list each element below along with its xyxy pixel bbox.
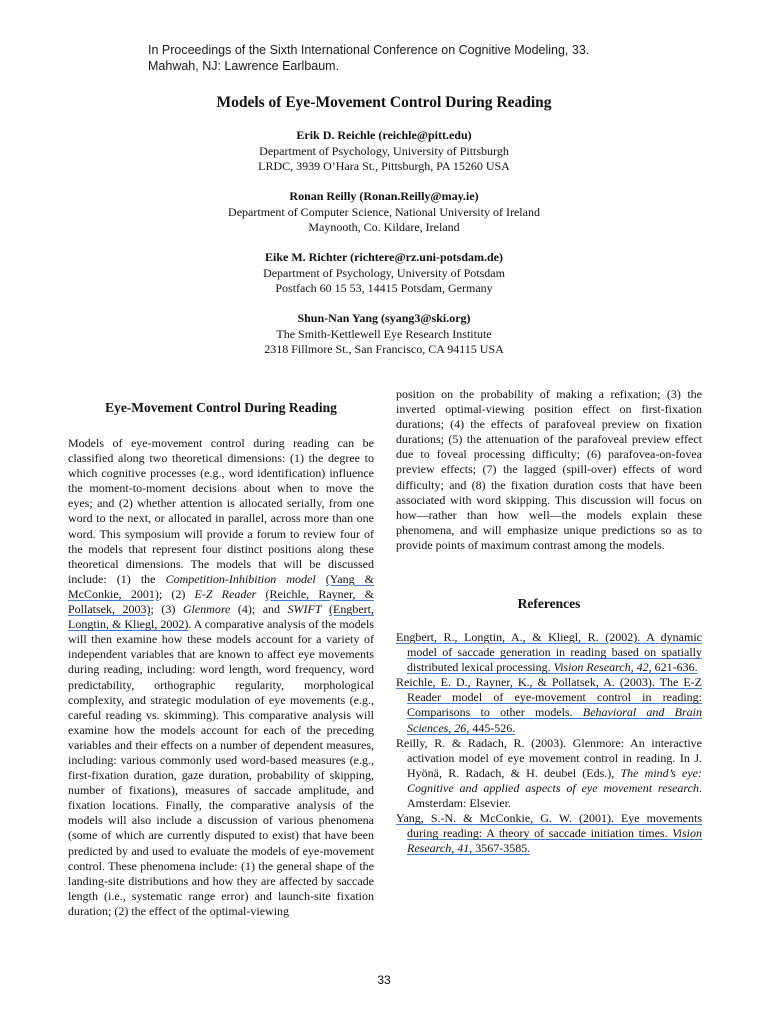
paper-title: Models of Eye-Movement Control During Reading xyxy=(216,94,552,111)
header-line-2: Mahwah, NJ: Lawrence Earlbaum. xyxy=(148,59,340,73)
reference-entry[interactable]: Reichle, E. D., Rayner, K., & Pollatsek, A. (2003). The E-Z Reader model of eye-movement control in reading: Comparisons to other models. Behavioral and Brain Sciences, 26, 445-526. xyxy=(396,675,702,735)
body-text: Models of eye-movement control during reading can be classified along two theoretical dimensions: (1) the degree to which cognitive processes (e.g., word identification) influence the moment-to-moment decisions about when to move the eyes; and (2) whether attention is allocated serially, from one word to the next, or allocated in parallel, across more than one word. This symposium will provide a forum to review four of the models that represent four distinct positions along these theoretical dimensions. The models that will be discussed include: (1) the xyxy=(68,436,374,586)
references-heading: References xyxy=(517,596,581,611)
model-name: E-Z Reader xyxy=(194,586,257,601)
body-text: ; (2) xyxy=(158,586,195,601)
model-name: Glenmore xyxy=(182,602,231,617)
body-text: . A comparative analysis of the models will then examine how these models account for a variety of independent variables that are known to affect eye movements during reading, including: word length, word frequency, word predictability, orthographic regularity, morphological complexity, and strategic modulation of eye movements (e.g., careful reading vs. skimming). This comparative analysis will examine how the models account for each of the preceding variables and their effects on a number of dependent measures, including: various commonly used word-based measures (e.g., first-fixation duration, gaze duration, probability of skipping, number of fixations), measures of saccade amplitude, and fixation locations. Finally, the comparative analysis of the models will also include a discussion of various phenomena (some of which are currently disputed to exist) that have been predicted by and used to evaluate the models of eye-movement control. These phenomena include: (1) the general shape of the landing-site distributions and how they are affected by saccade length (i.e., systematic range error) and launch-site fixation duration; (2) the effect of the optimal-viewing xyxy=(68,617,375,918)
references-list xyxy=(396,630,702,856)
author-name: Eike M. Richter (richtere@rz.uni-potsdam.de) xyxy=(264,250,503,264)
page-number: 33 xyxy=(377,973,391,987)
author-affiliation: The Smith-Kettlewell Eye Research Institute xyxy=(276,326,492,341)
author-block xyxy=(0,189,768,236)
model-name: Competition-Inhibition model xyxy=(165,571,316,586)
author-address: LRDC, 3939 O’Hara St., Pittsburgh, PA 15260 USA xyxy=(258,159,510,173)
proceedings-header xyxy=(148,42,589,74)
section-heading: Eye-Movement Control During Reading xyxy=(105,400,337,415)
author-block xyxy=(0,250,768,297)
author-affiliation: Department of Psychology, University of Pittsburgh xyxy=(259,143,509,158)
author-address: 2318 Fillmore St., San Francisco, CA 94115 USA xyxy=(264,342,504,356)
author-block xyxy=(0,311,768,358)
header-line-1: In Proceedings of the Sixth International Conference on Cognitive Modeling, 33. xyxy=(148,43,590,57)
author-name: Ronan Reilly (Ronan.Reilly@may.ie) xyxy=(289,189,479,203)
author-affiliation: Department of Computer Science, National University of Ireland xyxy=(228,204,540,219)
body-left-column xyxy=(68,436,374,919)
citation-link[interactable]: (Reichle, Rayner, & Pollatsek, 2003) xyxy=(68,586,374,617)
reference-entry[interactable]: Engbert, R., Longtin, A., & Kliegl, R. (2002). A dynamic model of saccade generation in reading based on spatially distributed lexical processing. Vision Research, 42, 621-636. xyxy=(396,630,702,675)
body-text: ; (3) xyxy=(150,602,183,617)
reference-entry[interactable]: Yang, S.-N. & McConkie, G. W. (2001). Eye movements during reading: A theory of saccade initiation times. Vision Research, 41, 3567-3585. xyxy=(396,811,702,856)
model-name: SWIFT xyxy=(287,602,322,617)
author-address: Maynooth, Co. Kildare, Ireland xyxy=(308,220,460,234)
author-address: Postfach 60 15 53, 14415 Potsdam, Germany xyxy=(275,281,493,295)
body-right-column xyxy=(396,387,702,553)
reference-entry: Reilly, R. & Radach, R. (2003). Glenmore: An interactive activation model of eye movement control in reading. In J. Hyönä, R. Radach, & H. deubel (Eds.), The mind’s eye: Cognitive and applied aspects of eye movement research. Amsterdam: Elsevier. xyxy=(396,735,702,811)
citation-link[interactable]: (Engbert, Longtin, & Kliegl, 2002) xyxy=(68,602,375,632)
body-text: (4); and xyxy=(237,602,288,617)
body-text: position on the probability of making a refixation; (3) the inverted optimal-viewing position effect on first-fixation durations; (4) the effects of parafoveal preview on fixation durations; (5) the attenuation of the parafoveal preview effect due to foveal processing difficulty; (6) parafovea-on-fovea preview effects; (7) the lagged (spill-over) effects of word difficulty; and (8) the fixation duration costs that have been associated with word skipping. This discussion will focus on how—rather than how well—the models explain these phenomena, and will emphasize unique predictions so as to provide points of maximum contrast among the models. xyxy=(396,387,702,552)
citation-link[interactable]: (Yang & McConkie, 2001) xyxy=(68,571,374,601)
author-affiliation: Department of Psychology, University of Potsdam xyxy=(263,265,505,280)
author-name: Erik D. Reichle (reichle@pitt.edu) xyxy=(296,128,472,142)
author-block xyxy=(0,128,768,175)
author-name: Shun-Nan Yang (syang3@ski.org) xyxy=(297,311,471,325)
